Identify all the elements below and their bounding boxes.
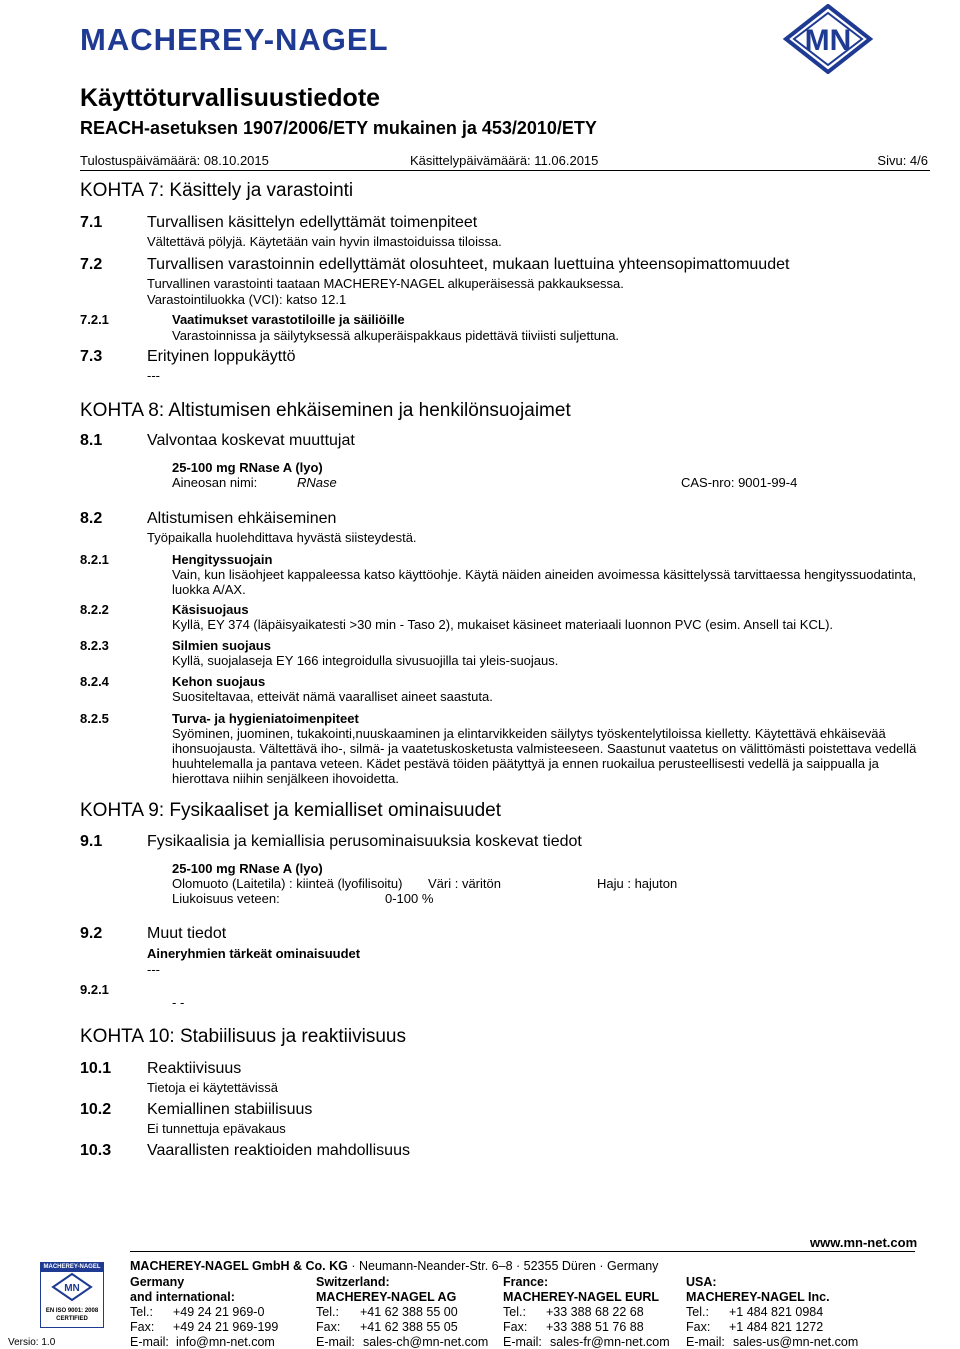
section-10-1-text: Tietoja ei käytettävissä [147,1080,279,1095]
page-number: Sivu: 4/6 [877,153,928,168]
section-8-2-5-number: 8.2.5 [80,711,109,726]
footer-col-4-tel: +1 484 821 0984 [729,1305,824,1319]
brand-name: MACHEREY-NAGEL [80,22,389,57]
footer-col-1-tel: +49 24 21 969-0 [173,1305,265,1319]
section-8-1-number: 8.1 [80,432,103,449]
cert-logo-text: MN [64,1283,80,1294]
section-7-3-title: Erityinen loppukäyttö [147,348,296,365]
section-7-2-text-1: Turvallinen varastointi taataan MACHEREY-NAGEL alkuperäisessä pakkauksessa. [147,276,624,291]
handling-date: Käsittelypäivämäärä: 11.06.2015 [410,153,599,168]
footer-divider [130,1251,915,1252]
section-8-2-2-line-1: Kyllä, EY 374 (läpäisyaikatesti >30 min - Taso 2), mukaiset käsineet materiaali luonnon PVC (esim. Ansell tai KCL). [172,617,834,632]
section-8-2-5-line-4: hierottava niihin senjälkeen ihovoidetta. [172,771,399,786]
section-8-2-5-line-1: Syöminen, juominen, tukakointi,nuuskaaminen ja elintarvikkeiden säilytys työskentelytiloissa kielletty. Käytettävä ehkäisevää [172,726,886,741]
section-8-2-3-line-1: Kyllä, suojalaseja EY 166 integroidulla sivusuojilla tai yleis-suojaus. [172,653,559,668]
section-10-title: KOHTA 10: Stabiilisuus ja reaktiivisuus [80,1026,406,1047]
section-9-2-text: --- [147,962,160,977]
section-10-1-number: 10.1 [80,1060,112,1077]
section-10-3-title: Vaarallisten reaktioiden mahdollisuus [147,1142,410,1159]
header-divider [80,170,930,171]
footer-col-2-email[interactable]: sales-ch@mn-net.com [363,1335,489,1349]
document-subtitle: REACH-asetuksen 1907/2006/ETY mukainen ja 453/2010/ETY [80,118,597,138]
section-9-2-1-text: - - [172,995,185,1010]
footer-col-2-region2: MACHEREY-NAGEL AG [316,1290,457,1304]
footer-col-4-email[interactable]: sales-us@mn-net.com [733,1335,859,1349]
section-7-2-title: Turvallisen varastoinnin edellyttämät olosuhteet, mukaan luettuina yhteensopimattomuudet [147,256,790,273]
section-9-1-title: Fysikaalisia ja kemiallisia perusominaisuuksia koskevat tiedot [147,833,582,850]
section-8-2-1-line-2: luokka A/AX. [172,582,246,597]
iso-certificate-badge [40,1262,104,1328]
section-8-2-3-title: Silmien suojaus [172,638,271,653]
footer-col-2-fax-label: Fax: [316,1320,341,1334]
section-8-2-2-title: Käsisuojaus [172,602,249,617]
odor-property: Haju : hajuton [597,876,678,891]
version-label: Versio: 1.0 [8,1337,56,1348]
footer-col-3-email[interactable]: sales-fr@mn-net.com [550,1335,670,1349]
document-title: Käyttöturvallisuustiedote [80,84,381,112]
footer-col-3-region2: MACHEREY-NAGEL EURL [503,1290,660,1304]
footer-company-line [130,1259,658,1273]
footer-col-2-region: Switzerland: [316,1275,390,1289]
section-8-2-5-line-3: huuhtelemalla ja pantava veteen. Kädet pestävä töiden päätyttyä ja ennen ruokailua perusteellisesti vedellä ja saippualla ja [172,756,879,771]
section-9-2-subtitle: Aineryhmien tärkeät ominaisuudet [147,946,361,961]
section-8-2-4-title: Kehon suojaus [172,674,266,689]
section-7-title: KOHTA 7: Käsittely ja varastointi [80,180,354,201]
footer-col-2-tel: +41 62 388 55 00 [360,1305,458,1319]
company-name: MACHEREY-NAGEL GmbH & Co. KG [130,1259,348,1273]
physical-form: Olomuoto (Laitetila) : kiinteä (lyofilisoitu) [172,876,403,891]
logo-text: MN [804,24,852,57]
footer-col-3-email-label: E-mail: [503,1335,542,1349]
print-date: Tulostuspäivämäärä: 08.10.2015 [80,153,269,168]
section-8-2-5-line-2: ihonsuojausta. Vältettävä iho-, silmä- ja vaatetuskosketusta valmisteeseen. Saastunut vaatetus on välittömästi poistettava vedellä [172,741,917,756]
footer-col-3-region: France: [503,1275,549,1289]
website: www.mn-net.com [810,1235,918,1250]
solubility-label: Liukoisuus veteen: [172,891,280,906]
section-8-2-1-title: Hengityssuojain [172,552,273,567]
footer-col-1-email[interactable]: info@mn-net.com [176,1335,275,1349]
section-8-2-2-number: 8.2.2 [80,602,109,617]
section-8-2-text: Työpaikalla huolehdittava hyvästä siisteydestä. [147,530,417,545]
section-7-1-title: Turvallisen käsittelyn edellyttämät toimenpiteet [147,214,478,231]
footer-col-1-fax-label: Fax: [130,1320,155,1334]
section-8-2-5-title: Turva- ja hygieniatoimenpiteet [172,711,359,726]
footer-col-3-tel-label: Tel.: [503,1305,526,1319]
section-8-2-3-number: 8.2.3 [80,638,109,653]
section-7-2-text-2: Varastointiluokka (VCI): katso 12.1 [147,292,347,307]
section-7-3-number: 7.3 [80,348,103,365]
section-7-1-text: Vältettävä pölyjä. Käytetään vain hyvin ilmastoiduissa tiloissa. [147,234,502,249]
footer-col-3-fax-label: Fax: [503,1320,528,1334]
solubility-value: 0-100 % [385,891,434,906]
cert-text-2: CERTIFIED [56,1316,88,1322]
section-8-2-4-number: 8.2.4 [80,674,109,689]
section-9-title: KOHTA 9: Fysikaaliset ja kemialliset ominaisuudet [80,800,501,821]
section-9-2-number: 9.2 [80,925,103,942]
component-label: Aineosan nimi: [172,475,258,490]
section-9-1-number: 9.1 [80,833,103,850]
footer-col-4-fax-label: Fax: [686,1320,711,1334]
section-7-2-1-title: Vaatimukset varastotiloille ja säiliöille [172,312,405,327]
cert-text-1: EN ISO 9001: 2008 [45,1308,99,1314]
mn-logo-icon [780,4,876,74]
section-10-2-title: Kemiallinen stabiilisuus [147,1101,313,1118]
footer-col-1-region: Germany [130,1275,185,1289]
section-10-1-title: Reaktiivisuus [147,1060,242,1077]
section-8-title: KOHTA 8: Altistumisen ehkäiseminen ja henkilönsuojaimet [80,400,571,421]
footer-col-1-region2: and international: [130,1290,235,1304]
section-8-1-title: Valvontaa koskevat muuttujat [147,432,355,449]
section-7-2-number: 7.2 [80,256,103,273]
footer-col-4-region2: MACHEREY-NAGEL Inc. [686,1290,830,1304]
section-8-2-1-number: 8.2.1 [80,552,109,567]
section-10-2-text: Ei tunnettuja epävakaus [147,1121,286,1136]
company-address: · Neumann-Neander-Str. 6–8 · 52355 Düren · Germany [351,1259,659,1273]
footer-col-2-email-label: E-mail: [316,1335,355,1349]
section-9-2-title: Muut tiedot [147,925,227,942]
cas-number: CAS-nro: 9001-99-4 [681,475,798,490]
footer-col-4-email-label: E-mail: [686,1335,725,1349]
cert-mn-icon [41,1272,103,1302]
footer-col-1-fax: +49 24 21 969-199 [173,1320,279,1334]
section-8-2-4-line-1: Suositeltavaa, etteivät nämä vaaralliset aineet saastuta. [172,689,493,704]
section-7-2-1-text: Varastoinnissa ja säilytyksessä alkuperäispakkaus pidettävä tiiviisti suljettuna. [172,328,620,343]
section-10-2-number: 10.2 [80,1101,112,1118]
section-8-2-number: 8.2 [80,510,103,527]
component-value: RNase [297,475,337,490]
footer-col-3-fax: +33 388 51 76 88 [546,1320,644,1334]
footer-col-4-region: USA: [686,1275,717,1289]
footer-col-4-tel-label: Tel.: [686,1305,709,1319]
section-7-2-1-number: 7.2.1 [80,312,109,327]
section-7-1-number: 7.1 [80,214,103,231]
color-property: Väri : väritön [428,876,501,891]
substance-name: 25-100 mg RNase A (lyo) [172,460,323,475]
section-9-2-1-number: 9.2.1 [80,982,109,997]
section-8-2-title: Altistumisen ehkäiseminen [147,510,337,527]
section-9-1-substance: 25-100 mg RNase A (lyo) [172,861,323,876]
footer-col-1-tel-label: Tel.: [130,1305,153,1319]
footer-col-4-fax: +1 484 821 1272 [729,1320,824,1334]
cert-brand: MACHEREY-NAGEL [41,1263,103,1272]
footer-col-2-fax: +41 62 388 55 05 [360,1320,458,1334]
section-8-2-1-line-1: Vain, kun lisäohjeet kappaleessa katso käyttöohje. Käytä näiden aineiden avoimessa käsittelyssä tarvittaessa hengityssuodatinta, [172,567,917,582]
footer-col-3-tel: +33 388 68 22 68 [546,1305,644,1319]
footer-col-1-email-label: E-mail: [130,1335,169,1349]
footer-col-2-tel-label: Tel.: [316,1305,339,1319]
section-7-3-text: --- [147,368,160,383]
section-10-3-number: 10.3 [80,1142,112,1159]
